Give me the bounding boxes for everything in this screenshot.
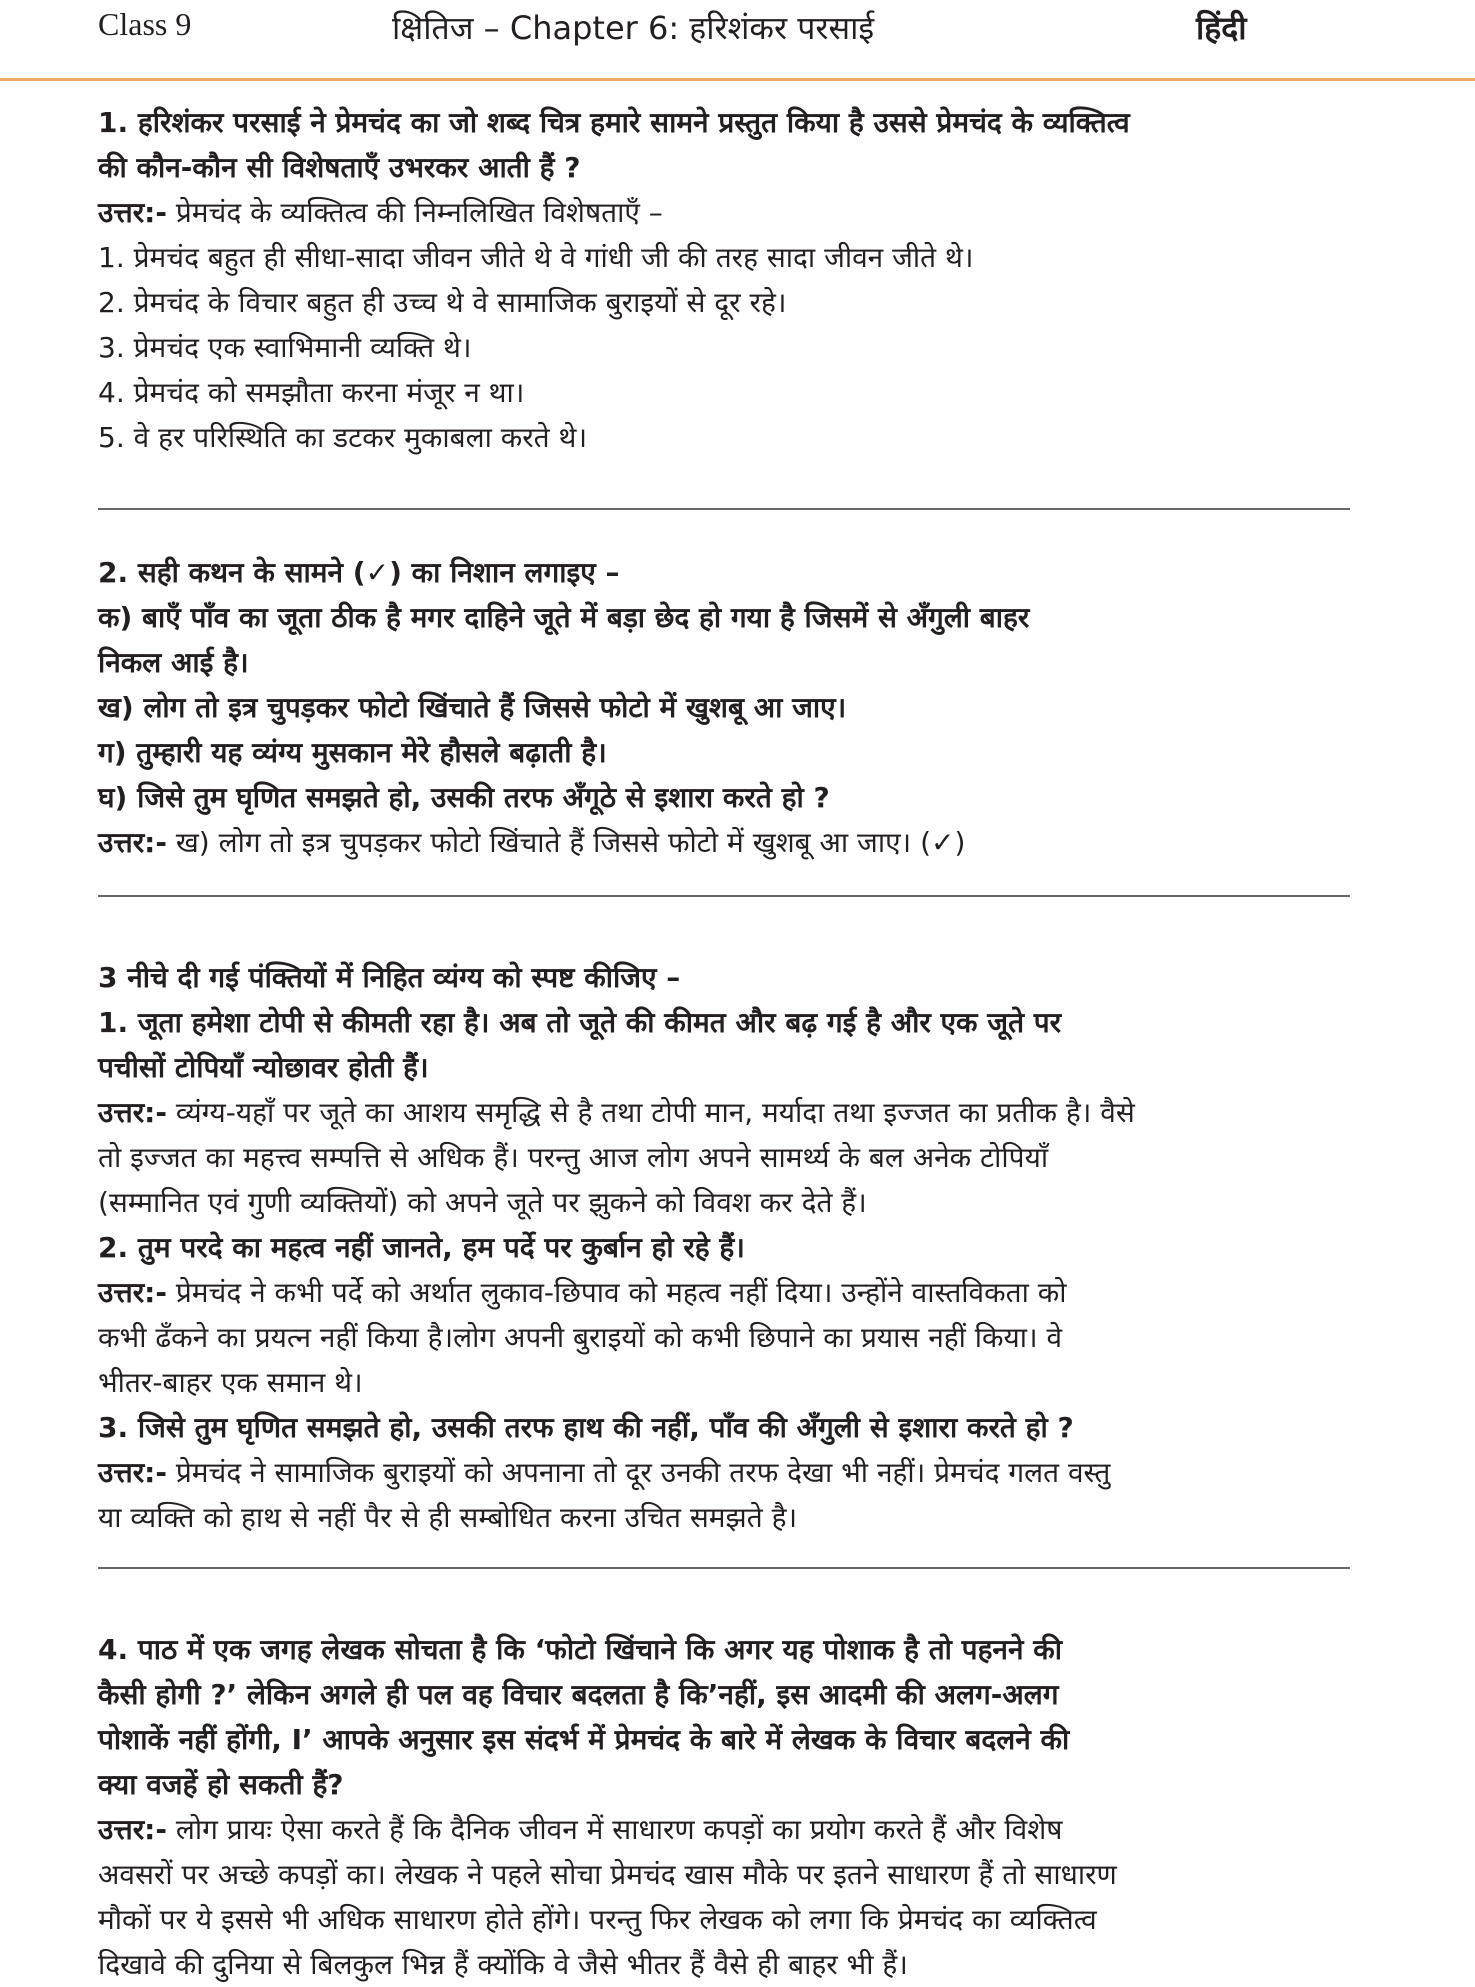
question-line [98, 775, 1368, 820]
question-line [98, 1672, 1368, 1717]
question-line [98, 1627, 1368, 1672]
answer-line [98, 370, 1368, 415]
question-line [98, 1405, 1368, 1450]
line-text: व्यंग्य-यहाँ पर जूते का आशय समृद्धि से है तथा टोपी मान, मर्यादा तथा इज्जत का प्रतीक है। वैसे [166, 1096, 1135, 1129]
chapter-title: क्षितिज – Chapter 6: हरिशंकर परसाई [392, 9, 875, 47]
question-line [98, 1762, 1368, 1807]
subject-label: हिंदी [1196, 9, 1247, 47]
answer-line [98, 1450, 1368, 1495]
answer-line [98, 820, 1368, 865]
line-text: कभी ढँकने का प्रयत्न नहीं किया है।लोग अपनी बुराइयों को कभी छिपाने का प्रयास नहीं किया। वे [98, 1321, 1063, 1354]
answer-line [98, 1270, 1368, 1315]
line-text: की कौन-कौन सी विशेषताएँ उभरकर आती हैं ? [98, 151, 581, 184]
question-line [98, 640, 1368, 685]
question-line [98, 685, 1368, 730]
question-line [98, 1000, 1368, 1045]
line-text: भीतर-बाहर एक समान थे। [98, 1366, 363, 1399]
divider [98, 895, 1350, 897]
line-text: पचीसों टोपियाँ न्योछावर होती हैं। [98, 1051, 429, 1084]
line-text: ग) तुम्हारी यह व्यंग्य मुसकान मेरे हौसले बढ़ाती है। [98, 736, 607, 769]
question-line [98, 730, 1368, 775]
answer-line [98, 1897, 1368, 1942]
answer-label: उत्तर:- [98, 1096, 167, 1129]
answer-line [98, 1360, 1368, 1405]
answer-line [98, 415, 1368, 460]
line-text: प्रेमचंद ने कभी पर्दे को अर्थात लुकाव-छिपाव को महत्व नहीं दिया। उन्होंने वास्तविकता को [166, 1276, 1067, 1309]
line-text: 3 नीचे दी गई पंक्तियों में निहित व्यंग्य को स्पष्ट कीजिए – [98, 961, 681, 994]
line-text: 2. सही कथन के सामने (✓) का निशान लगाइए – [98, 556, 620, 589]
divider [98, 1567, 1350, 1569]
answer-line [98, 1852, 1368, 1897]
question-line [98, 550, 1368, 595]
line-text: 2. तुम परदे का महत्व नहीं जानते, हम पर्दे पर कुर्बान हो रहे हैं। [98, 1231, 745, 1264]
question-line [98, 1717, 1368, 1762]
line-text: या व्यक्ति को हाथ से नहीं पैर से ही सम्बोधित करना उचित समझते है। [98, 1501, 798, 1534]
line-text: 4. प्रेमचंद को समझौता करना मंजूर न था। [98, 376, 525, 409]
answer-label: उत्तर:- [98, 196, 167, 229]
question-1 [98, 100, 1368, 460]
line-text: घ) जिसे तुम घृणित समझते हो, उसकी तरफ अँगूठे से इशारा करते हो ? [98, 781, 830, 814]
line-text: (सम्मानित एवं गुणी व्यक्तियों) को अपने जूते पर झुकने को विवश कर देते हैं। [98, 1186, 867, 1219]
class-label: Class 9 [98, 6, 192, 42]
answer-label: उत्तर:- [98, 826, 167, 859]
line-text: पोशाकें नहीं होंगी, I’ आपके अनुसार इस संदर्भ में प्रेमचंद के बारे में लेखक के विचार बदलने की [98, 1723, 1070, 1756]
line-text: लोग प्रायः ऐसा करते हैं कि दैनिक जीवन में साधारण कपड़ों का प्रयोग करते हैं और विशेष [166, 1813, 1063, 1846]
line-text: 5. वे हर परिस्थिति का डटकर मुकाबला करते थे। [98, 421, 588, 454]
line-text: तो इज्जत का महत्त्व सम्पत्ति से अधिक हैं। परन्तु आज लोग अपने सामर्थ्य के बल अनेक टोपियाँ [98, 1141, 1049, 1174]
line-text: ख) लोग तो इत्र चुपड़कर फोटो खिंचाते हैं जिससे फोटो में खुशबू आ जाए। (✓) [166, 826, 966, 859]
question-2 [98, 550, 1368, 865]
answer-line [98, 1180, 1368, 1225]
answer-line [98, 235, 1368, 280]
answer-line [98, 325, 1368, 370]
question-3 [98, 955, 1368, 1540]
line-text: ख) लोग तो इत्र चुपड़कर फोटो खिंचाते हैं जिससे फोटो में खुशबू आ जाए। [98, 691, 847, 724]
line-text: 4. पाठ में एक जगह लेखक सोचता है कि ‘फोटो खिंचाने कि अगर यह पोशाक है तो पहनने की [98, 1633, 1063, 1666]
line-text: 1. हरिशंकर परसाई ने प्रेमचंद का जो शब्द चित्र हमारे सामने प्रस्तुत किया है उससे प्रेमचंद के व्यक्तित्व [98, 106, 1130, 139]
answer-label: उत्तर:- [98, 1456, 167, 1489]
line-text: 3. प्रेमचंद एक स्वाभिमानी व्यक्ति थे। [98, 331, 472, 364]
answer-line [98, 1135, 1368, 1180]
divider [98, 508, 1350, 510]
line-text: प्रेमचंद ने सामाजिक बुराइयों को अपनाना तो दूर उनकी तरफ देखा भी नहीं। प्रेमचंद गलत वस्तु [166, 1456, 1111, 1489]
line-text: कैसी होगी ?’ लेकिन अगले ही पल वह विचार बदलता है कि’नहीं, इस आदमी की अलग-अलग [98, 1678, 1059, 1711]
line-text: अवसरों पर अच्छे कपड़ों का। लेखक ने पहले सोचा प्रेमचंद खास मौके पर इतने साधारण हैं तो साधारण [98, 1858, 1117, 1891]
line-text: क) बाएँ पाँव का जूता ठीक है मगर दाहिने जूते में बड़ा छेद हो गया है जिसमें से अँगुली बाहर [98, 601, 1030, 634]
answer-label: उत्तर:- [98, 1276, 167, 1309]
line-text: मौकों पर ये इससे भी अधिक साधारण होते होंगे। परन्तु फिर लेखक को लगा कि प्रेमचंद का व्यक्तित्व [98, 1903, 1097, 1936]
answer-line [98, 1942, 1368, 1987]
answer-line [98, 190, 1368, 235]
line-text: 2. प्रेमचंद के विचार बहुत ही उच्च थे वे सामाजिक बुराइयों से दूर रहे। [98, 286, 787, 319]
line-text: 3. जिसे तुम घृणित समझते हो, उसकी तरफ हाथ की नहीं, पाँव की अँगुली से इशारा करते हो ? [98, 1411, 1074, 1444]
line-text: प्रेमचंद के व्यक्तित्व की निम्नलिखित विशेषताएँ – [166, 196, 663, 229]
line-text: दिखावे की दुनिया से बिलकुल भिन्न हैं क्योंकि वे जैसे भीतर हैं वैसे ही बाहर भी हैं। [98, 1948, 908, 1981]
question-line [98, 955, 1368, 1000]
question-line [98, 1045, 1368, 1090]
question-line [98, 100, 1368, 145]
answer-line [98, 1807, 1368, 1852]
question-line [98, 595, 1368, 640]
answer-line [98, 1090, 1368, 1135]
question-line [98, 1225, 1368, 1270]
question-line [98, 145, 1368, 190]
header-rule [0, 78, 1475, 81]
page-header [0, 0, 1475, 78]
line-text: 1. प्रेमचंद बहुत ही सीधा-सादा जीवन जीते थे वे गांधी जी की तरह सादा जीवन जीते थे। [98, 241, 974, 274]
answer-line [98, 280, 1368, 325]
question-4 [98, 1627, 1368, 1987]
line-text: 1. जूता हमेशा टोपी से कीमती रहा है। अब तो जूते की कीमत और बढ़ गई है और एक जूते पर [98, 1006, 1062, 1039]
answer-line [98, 1495, 1368, 1540]
line-text: निकल आई है। [98, 646, 249, 679]
answer-label: उत्तर:- [98, 1813, 167, 1846]
line-text: क्या वजहें हो सकती हैं? [98, 1768, 344, 1801]
answer-line [98, 1315, 1368, 1360]
